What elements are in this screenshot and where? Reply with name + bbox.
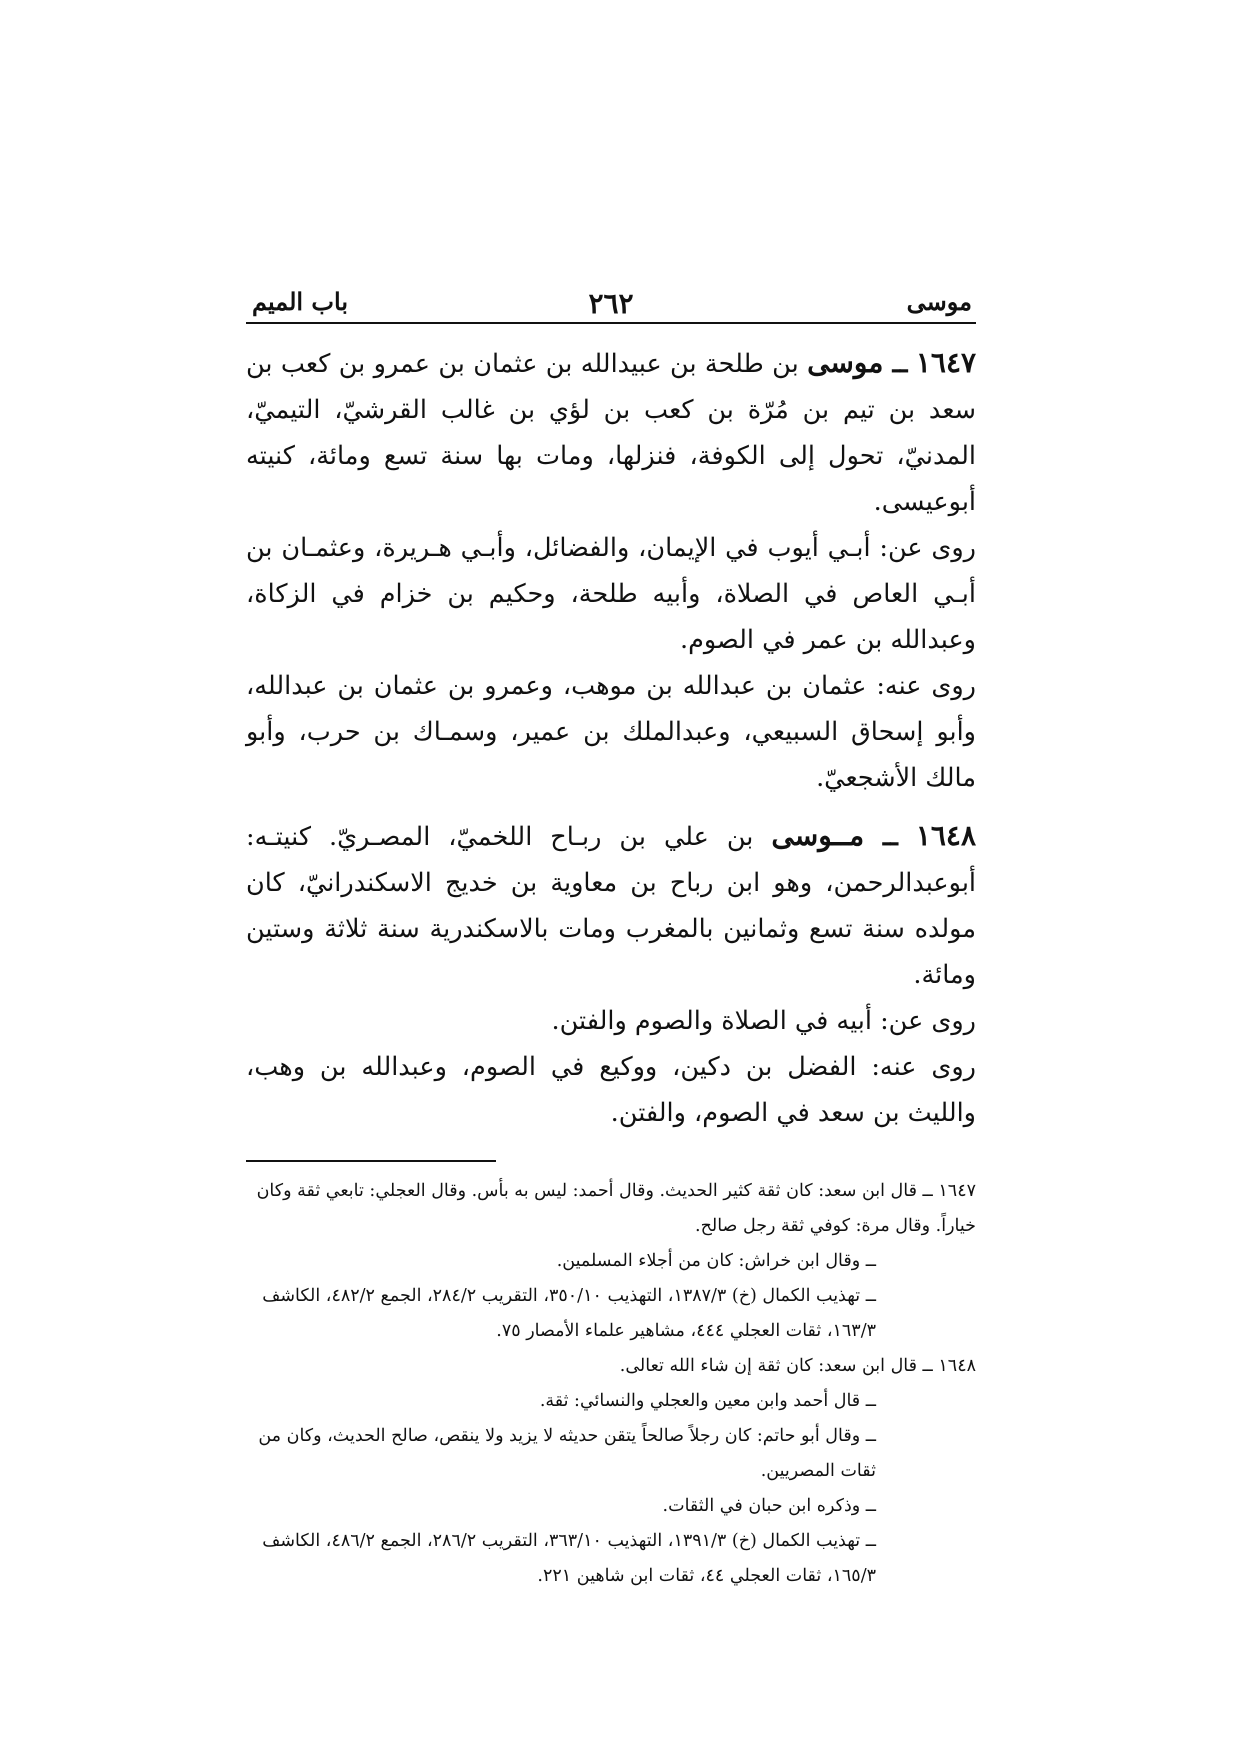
footnote-dash: ــ: [916, 1356, 933, 1376]
entry-number: ١٦٤٨: [915, 819, 976, 852]
entry-1648-narrated-by: روى عنه: الفضل بن دكين، ووكيع في الصوم، وعبدالله بن وهب، والليث بن سعد في الصوم، والفتن.: [246, 1052, 976, 1128]
footnote-dash: ــ: [916, 1181, 933, 1201]
footnote-line: ــ قال أحمد وابن معين والعجلي والنسائي: ثقة.: [539, 1391, 876, 1411]
footnote-line: ــ وقال ابن خراش: كان من أجلاء المسلمين.: [556, 1251, 876, 1271]
header-chapter-title: باب الميم: [252, 287, 349, 316]
entry-1647-intro: [246, 340, 976, 525]
header-running-name: موسى: [906, 287, 972, 316]
footnotes: [246, 1174, 976, 1594]
entry-name: موسى: [807, 346, 884, 379]
entry-1647-narrated-by: روى عنه: عثمان بن عبدالله بن موهب، وعمرو بن عثمان بن عبدالله، وأبو إسحاق السبيعي، وعبدالملك بن عمير، وسمـاك بن حرب، وأبو مالك الأشجعيّ.: [246, 671, 976, 793]
footnote-line: ــ تهذيب الكمال (خ) ١٣٨٧/٣، التهذيب ٣٥٠/١٠، التقريب ٢٨٤/٢، الجمع ٤٨٢/٢، الكاشف ١٦٣/٣، ثقات العجلي ٤٤٤، مشاهير علماء الأمصار ٧٥.: [262, 1286, 876, 1341]
footnote-number: ١٦٤٨: [938, 1356, 976, 1376]
entry-1647-narrated-from: روى عن: أبـي أيوب في الإيمان، والفضائل، وأبـي هـريرة، وعثمـان بن أبـي العاص في الصلاة، وأبيه طلحة، وحكيم بن خزام في الزكاة، وعبدالله بن عمر في الصوم.: [246, 533, 977, 655]
footnote-first-line: [246, 1174, 976, 1244]
book-page: [246, 270, 976, 1594]
footnote-text: قال ابن سعد: كان ثقة إن شاء الله تعالى.: [619, 1356, 917, 1376]
footnote-line: ــ تهذيب الكمال (خ) ١٣٩١/٣، التهذيب ٣٦٣/١٠، التقريب ٢٨٦/٢، الجمع ٤٨٦/٢، الكاشف ١٦٥/٣، ثقات العجلي ٤٤، ثقات ابن شاهين ٢٢١.: [262, 1531, 876, 1586]
entry-number: ١٦٤٧: [915, 346, 977, 379]
entry-intro-text: بن علي بن ربـاح اللخميّ، المصـريّ. كنيتـه: أبوعبدالرحمن، وهو ابن رباح بن معاوية بن خديج الاسكندرانيّ، كان مولده سنة تسع وثمانين بالمغرب ومات بالاسكندرية سنة ثلاثة وستين ومائة.: [246, 822, 976, 990]
entry-intro-text: بن طلحة بن عبيدالله بن عثمان بن عمرو بن كعب بن سعد بن تيم بن مُرّة بن كعب بن لؤي بن غالب القرشيّ، التيميّ، المدنيّ، تحول إلى الكوفة، فنزلها، ومات بها سنة تسع ومائة، كنيته أبوعيسى.: [246, 349, 976, 517]
footnote-number: ١٦٤٧: [938, 1181, 976, 1201]
entry-name: مــوسى: [771, 819, 865, 852]
footnote-line: ــ وقال أبو حاتم: كان رجلاً صالحاً يتقن حديثه لا يزيد ولا ينقص، صالح الحديث، وكان من ثقات المصريين.: [258, 1426, 876, 1481]
footnote-1647: [246, 1174, 976, 1349]
entry-1648-narrated-from: روى عن: أبيه في الصلاة والصوم والفتن.: [551, 1006, 976, 1036]
main-text: [246, 340, 976, 1136]
footnote-1648: [246, 1349, 976, 1594]
footnote-divider: [246, 1160, 496, 1162]
footnote-line: ــ وذكره ابن حبان في الثقات.: [662, 1496, 876, 1516]
page-number: ٢٦٢: [588, 287, 634, 320]
entry-1648-intro: [246, 813, 976, 998]
footnote-text: قال ابن سعد: كان ثقة كثير الحديث. وقال أحمد: ليس به بأس. وقال العجلي: تابعي ثقة وكان خياراً. وقال مرة: كوفي ثقة رجل صالح.: [256, 1181, 976, 1236]
page-header: [246, 270, 976, 324]
entry-dash: ــ: [883, 349, 908, 379]
entry-dash: ــ: [864, 822, 898, 852]
footnote-first-line: [246, 1349, 976, 1384]
